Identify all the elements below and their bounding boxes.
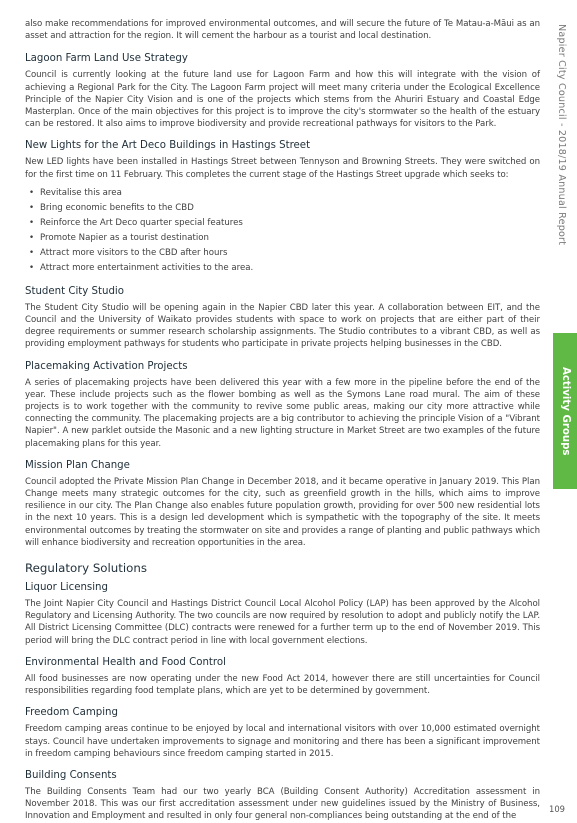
- activity-groups-tab[interactable]: [553, 333, 577, 489]
- section-environmental-health: [25, 656, 540, 697]
- section-placemaking: [25, 360, 540, 450]
- list-item: • Revitalise this area: [25, 186, 540, 201]
- section-body: The Student City Studio will be opening again in the Napier CBD later this year. A collaboration between EIT, and the Council and the University of Waikato provides students with space to work on projects that are either part of their degree requirements or summer research scholarship assignments. The Studio contributes to a vibrant CBD, as well as providing employment pathways for students who participate in private projects helping businesses in the CBD.: [25, 302, 540, 350]
- list-item: • Bring economic benefits to the CBD: [25, 201, 540, 216]
- section-heading: Lagoon Farm Land Use Strategy: [25, 53, 188, 65]
- list-item: • Reinforce the Art Deco quarter special features: [25, 216, 540, 231]
- section-body: Freedom camping areas continue to be enjoyed by local and international visitors with over 10,000 estimated overnight stays. Council have undertaken improvements to signage and monitoring and there has been a significant improvement in freedom camping behaviours since freedom camping started in 2015.: [25, 724, 540, 759]
- section-body: Council adopted the Private Mission Plan Change in December 2018, and it became operative in January 2019. This Plan Change meets many strategic outcomes for the city, such as greenfield growth in the hills, which aims to improve resilience in our city. The Plan Change also enables future population growth, providing for over 500 new residential lots in the next 10 years. This is a design led development which is sympathetic with the topography of the site. It meets environmental outcomes by treating the stormwater on site and provides a range of planting and public pathways which will enhance biodiversity and recreation opportunities in the area.: [25, 476, 540, 548]
- section-body: The Building Consents Team had our two yearly BCA (Building Consent Authority) Accreditation assessment in November 2018. This was our first accreditation assessment under new guidelines issued by the Ministry of Business, Innovation and Employment and resulted in only four general non-compliances being outstanding at the end of the: [25, 786, 540, 822]
- section-freedom-camping: [25, 706, 540, 760]
- section-body: The Joint Napier City Council and Hastings District Council Local Alcohol Policy (LAP) has been approved by the Alcohol Regulatory and Licensing Authority. The two councils are now required by resolution to adopt and publicly notify the LAP. All District Licensing Committee (DLC) contracts were renewed for a further term up to the end of November 2019. This period will bring the DLC contract period in line with local government elections.: [25, 599, 540, 646]
- bullet-list: [25, 186, 540, 276]
- page-number: 109: [549, 804, 565, 814]
- list-item: • Attract more entertainment activities to the area.: [25, 261, 540, 276]
- section-heading: Building Consents: [25, 769, 117, 781]
- list-item: • Attract more visitors to the CBD after hours: [25, 246, 540, 261]
- major-heading: Regulatory Solutions: [25, 561, 148, 576]
- section-mission-plan-change: [25, 459, 540, 549]
- section-student-city-studio: [25, 285, 540, 351]
- regulatory-solutions: [25, 561, 540, 822]
- section-heading: Liquor Licensing: [25, 582, 108, 594]
- section-heading: Mission Plan Change: [25, 459, 130, 471]
- section-body: New LED lights have been installed in Hastings Street between Tennyson and Browning Streets. They were switched on for the first time on 11 February. This completes the current stage of the Hastings Street upgrade which seeks to:: [25, 157, 540, 180]
- intro-paragraph: also make recommendations for improved environmental outcomes, and will secure the future of Te Matau-a-Māui as an asset and attraction for the region. It will cement the harbour as a tourist and local destination.: [25, 19, 540, 42]
- section-heading: Environmental Health and Food Control: [25, 656, 226, 668]
- section-body: All food businesses are now operating under the new Food Act 2014, however there are still uncertainties for Council responsibilities regarding food template plans, which are yet to be determined by government.: [25, 673, 540, 697]
- section-heading: New Lights for the Art Deco Buildings in Hastings Street: [25, 140, 311, 152]
- section-art-deco-lights: [25, 139, 540, 275]
- section-lagoon-farm: [25, 52, 540, 130]
- section-building-consents: [25, 769, 540, 823]
- report-side-title: Napier City Council - 2018/19 Annual Report: [556, 24, 567, 246]
- section-heading: Placemaking Activation Projects: [25, 360, 188, 372]
- tab-label: Activity Groups: [560, 366, 571, 456]
- section-heading: Student City Studio: [25, 285, 124, 297]
- report-content: [25, 18, 540, 823]
- section-body: A series of placemaking projects have been delivered this year with a few more in the pipeline before the end of the year. These include projects such as the flower bombing as well as the Symons Lane road mural. The aim of these projects is to work together with the community to revive some public areas, making our city more attractive while connecting the community. The placemaking projects are a big contributor to achieving the principle Vision of a "Vibrant Napier". A new parklet outside the Masonic and a new lighting structure in Market Street are two examples of the future placemaking plans for this year.: [25, 377, 540, 449]
- section-body: Council is currently looking at the future land use for Lagoon Farm and how this will integrate with the vision of achieving a Regional Park for the City. The Lagoon Farm project will meet many criteria under the Ecological Excellence Principle of the Napier City Vision and is one of the projects which stems from the Ahuriri Estuary and Coastal Edge Masterplan. Once of the main objectives for this project is to improve the city's stormwater so the health of the estuary can be restored. It also aims to improve biodiversity and provide recreational pathways for visitors to the Park.: [25, 70, 540, 130]
- list-item: • Promote Napier as a tourist destination: [25, 231, 540, 246]
- section-liquor-licensing: [25, 581, 540, 647]
- section-heading: Freedom Camping: [25, 707, 118, 719]
